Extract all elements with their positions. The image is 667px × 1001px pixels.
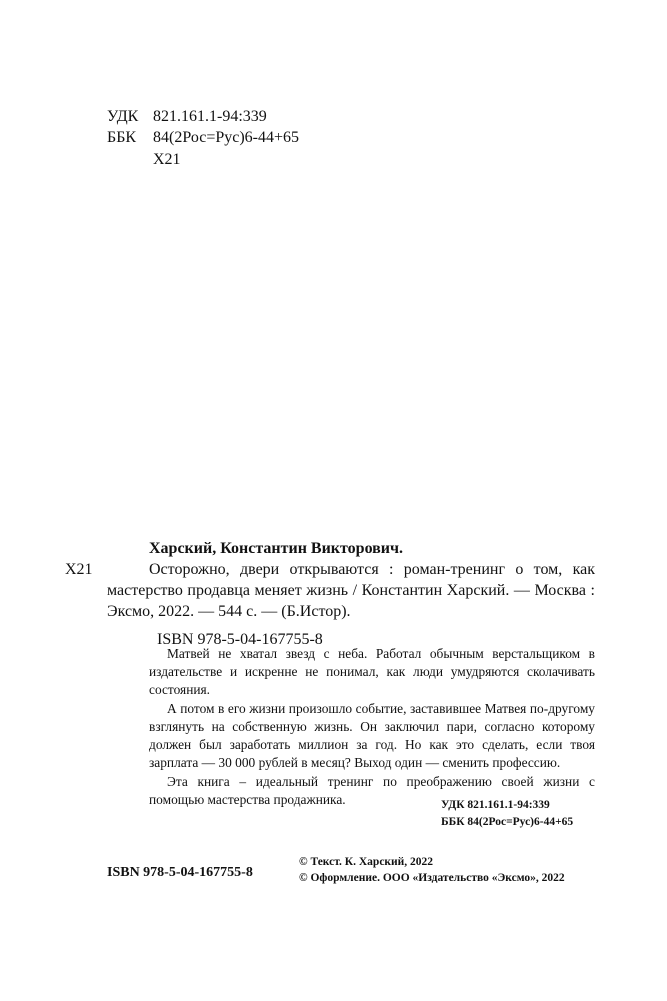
catalog-description: Осторожно, двери открываются : роман-тренинг о том, как мастерство продавца меняет жизнь / Константин Харский. — Москва : Эксмо, 2022. — 544 с. — (Б.Истор). [107,561,595,620]
udk-code: 821.161.1-94:339 [153,108,267,125]
copyright-design: © Оформление. ООО «Издательство «Эксмо», 2022 [299,872,565,884]
annotation [149,645,595,809]
annotation-paragraph: А потом в его жизни произошло событие, заставившее Матвея по-другому взглянуть на собственную жизнь. Он заключил пари, согласно которому должен был заработать миллион за год. Но как это сделать, если твоя зарплата — 30 000 рублей в месяц? Выход один — сменить профессию. [149,701,595,770]
footer-isbn: ISBN 978-5-04-167755-8 [107,865,253,880]
catalog-isbn: ISBN 978-5-04-167755-8 [157,631,323,648]
catalog-entry [65,538,595,650]
udk-label: УДК [107,108,139,125]
author-mark: Х21 [153,151,181,168]
bbk-code: 84(2Рос=Рус)6-44+65 [153,129,300,146]
catalog-author: Харский, Константин Викторович. [149,540,404,557]
catalog-description-block [65,559,595,622]
udk-bottom: УДК 821.161.1-94:339 [441,799,550,811]
bbk-line [107,128,299,148]
catalog-code: Х21 [65,561,93,578]
annotation-paragraph: Матвей не хватал звезд с неба. Работал обычным верстальщиком в издательстве и искренне не понимал, как люди умудряются сколачивать состояния. [149,646,595,697]
annotation-paragraph: Эта книга – идеальный тренинг по преображению своей жизни с помощью мастерства продажника. [149,774,595,807]
copyright-text: © Текст. К. Харский, 2022 [299,856,434,868]
bbk-label: ББК [107,129,137,146]
udk-line [107,107,267,127]
bbk-bottom: ББК 84(2Рос=Рус)6-44+65 [441,816,574,828]
